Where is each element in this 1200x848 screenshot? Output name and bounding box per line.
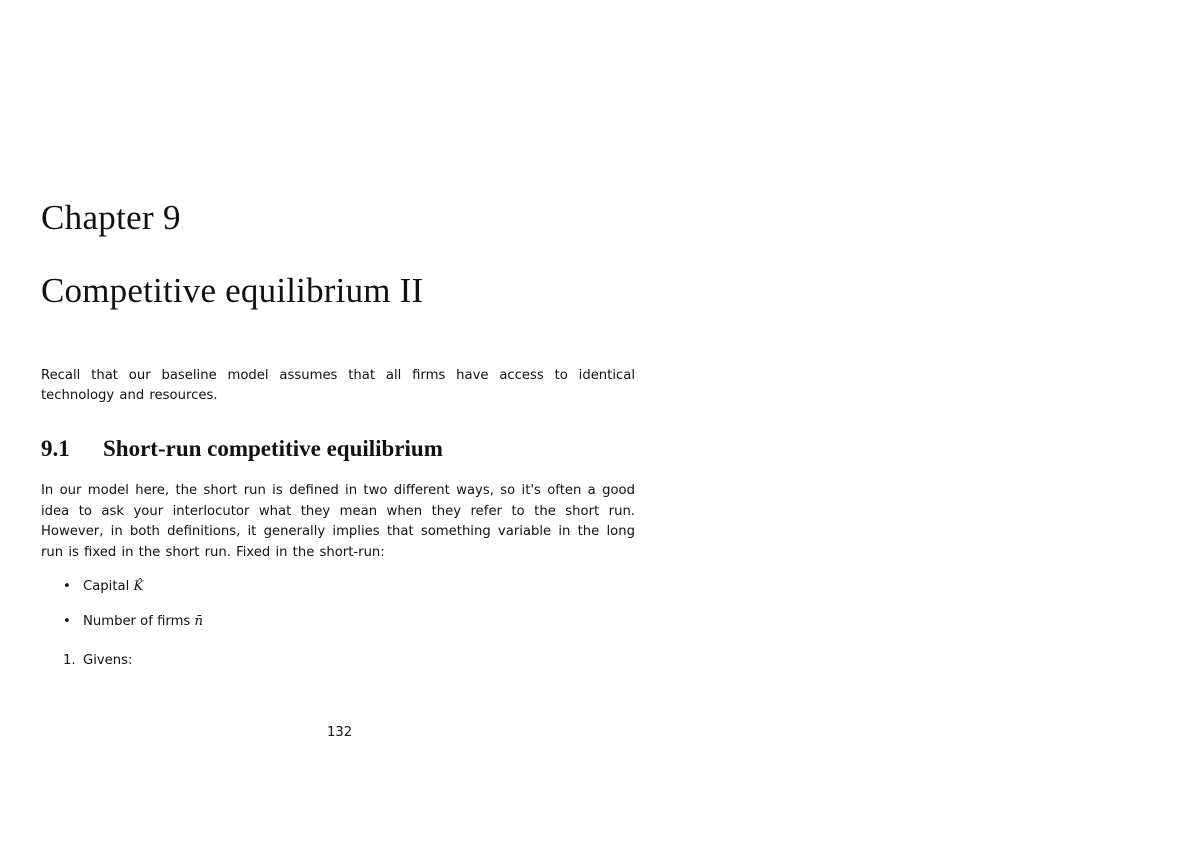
chapter-title: Competitive equilibrium II <box>41 271 424 310</box>
list-item-math: n̄ <box>194 614 203 629</box>
section-title: Short-run competitive equilibrium <box>103 436 443 461</box>
list-item <box>63 613 203 631</box>
intro-paragraph: Recall that our baseline model assumes that all firms have access to identical technology and resources. <box>41 368 635 403</box>
page-number: 132 <box>327 725 353 740</box>
list-item <box>63 652 132 670</box>
section-heading <box>41 436 443 462</box>
bullet-marker: • <box>63 614 71 629</box>
chapter-label: Chapter 9 <box>41 198 181 237</box>
list-item-math: K̂ <box>133 579 144 594</box>
list-item-text: Givens: <box>83 653 133 668</box>
section-number: 9.1 <box>41 436 70 461</box>
list-item <box>63 578 143 596</box>
list-item-text: Number of firms <box>83 614 195 629</box>
number-marker: 1. <box>63 653 76 668</box>
body-paragraph: In our model here, the short run is defined in two different ways, so it's often a good idea to ask your interlocutor what they mean when they refer to the short run. However, in both definitions, it generally implies that something variable in the long run is fixed in the short run. Fixed in the short-run: <box>41 483 635 560</box>
bullet-marker: • <box>63 579 71 594</box>
list-item-text: Capital <box>83 579 134 594</box>
